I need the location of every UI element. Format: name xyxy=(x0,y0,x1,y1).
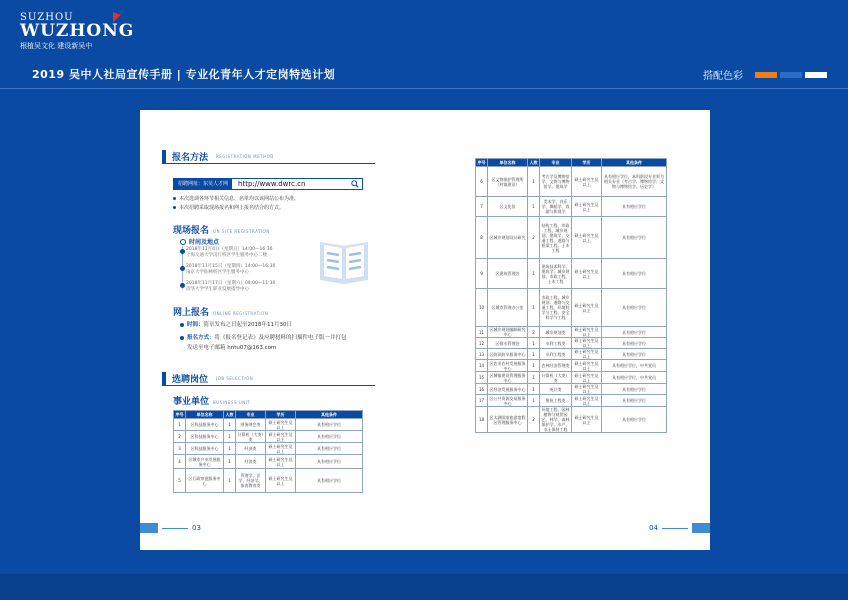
table-cell: 考古学及博物馆学、文物与博物馆学、建筑学 xyxy=(540,167,572,197)
section-registration-method xyxy=(162,150,274,163)
section-divider xyxy=(162,385,375,386)
bullet-icon xyxy=(180,323,184,327)
table-cell: 1 xyxy=(528,197,540,217)
bullet-icon xyxy=(180,336,184,340)
search-icon xyxy=(351,180,359,188)
table-row xyxy=(476,384,667,395)
table-cell: 水利工程类 xyxy=(540,338,572,349)
table-cell: 18 xyxy=(476,407,488,433)
book-icon xyxy=(316,232,372,288)
table-cell: 统计类 xyxy=(540,384,572,395)
table-cell: 11 xyxy=(476,327,488,338)
table-cell: 1 xyxy=(174,419,186,431)
table-cell: 具有相应学位 xyxy=(602,384,667,395)
table-cell: 区太湖国家旅游度假区管理服务中心 xyxy=(488,407,528,433)
table-cell: 硕士研究生及以上 xyxy=(572,395,602,407)
table-cell: 1 xyxy=(528,259,540,289)
table-header-cell: 学历 xyxy=(266,411,296,419)
table-cell: 1 xyxy=(528,349,540,360)
table-cell: 1 xyxy=(528,167,540,197)
table-cell: 具有相应学位 xyxy=(296,419,363,431)
table-cell: 区防汛防旱服务中心 xyxy=(488,349,528,360)
timeline-dot xyxy=(180,249,185,254)
unit-heading: 事业单位 BUSINESS UNIT xyxy=(173,397,251,407)
table-cell: 具有相应学位 xyxy=(296,431,363,443)
table-header-cell: 其他条件 xyxy=(296,411,363,419)
table-header-cell: 人数 xyxy=(529,160,538,165)
table-cell: 建筑技术科学、建筑学、城乡规划、市政工程、土木工程 xyxy=(540,259,572,289)
table-cell: 具有相应学位 xyxy=(602,197,667,217)
note-item: 本次招聘采取现场报名和网上报名结合的方式。 xyxy=(173,204,284,211)
table-cell: 硕士研究生及以上 xyxy=(572,217,602,259)
table-row xyxy=(476,395,667,407)
table-cell: 市政工程、城乡规划、道路与交通工程、环境科学与工程、安全科学与工程 xyxy=(540,289,572,327)
header-divider xyxy=(0,88,848,89)
header-bar xyxy=(0,0,848,110)
timeline-dot xyxy=(180,283,185,288)
table-row xyxy=(174,455,363,469)
bullet-icon xyxy=(173,197,176,200)
brand-logo xyxy=(20,12,134,51)
note-item: 本次选调各环节相关信息、名单均以该网站公布为准。 xyxy=(173,195,299,202)
timeline-dot xyxy=(180,266,185,271)
table-cell: 10 xyxy=(476,289,488,327)
table-cell: 硕士研究生及以上 xyxy=(572,360,602,372)
table-row xyxy=(174,443,363,455)
table-header-cell: 专业 xyxy=(540,159,572,167)
table-cell: 区建筑管理处 xyxy=(488,259,528,289)
swatch-blue xyxy=(780,72,802,78)
right-page xyxy=(428,122,710,550)
table-cell: 12 xyxy=(476,338,488,349)
positions-table-left xyxy=(173,410,363,493)
table-cell: 区农业农村发展服务中心 xyxy=(489,360,526,371)
table-cell: 农林经济管理类 xyxy=(540,360,572,372)
table-row xyxy=(476,197,667,217)
table-cell: 具有相应学位，本科阶段专业须为相关专业（考古学、博物馆学、文物与博物馆学、历史学） xyxy=(602,167,667,197)
table-cell: 具有相应学位 xyxy=(602,327,667,338)
table-row xyxy=(174,419,363,431)
table-cell: 区文物保护管理所（村镇建设） xyxy=(488,167,528,197)
table-cell: 硕士研究生及以上 xyxy=(266,443,296,455)
table-cell: 1 xyxy=(528,372,540,384)
site-label: 招聘网址：东吴人才网 xyxy=(174,179,232,189)
section-title: 报名方法 xyxy=(172,153,209,163)
color-label: 搭配色彩 xyxy=(703,71,743,82)
table-header-cell: 人数 xyxy=(225,412,234,417)
right-band xyxy=(710,110,848,550)
table-cell: 具有相应学位，中共党员 xyxy=(602,372,667,384)
recruit-site-box xyxy=(173,178,363,190)
table-row xyxy=(476,407,667,433)
table-cell: 2 xyxy=(528,407,540,433)
table-row xyxy=(174,469,363,493)
table-cell: 硕士研究生及以上 xyxy=(572,289,602,327)
table-cell: 硕士研究生及以上 xyxy=(572,384,602,395)
table-cell: 3 xyxy=(174,443,186,455)
table-cell: 具有相应学位 xyxy=(296,455,363,469)
table-cell: 16 xyxy=(476,384,488,395)
table-cell: 1 xyxy=(224,469,236,493)
clock-icon xyxy=(180,239,186,245)
table-cell: 1 xyxy=(528,384,540,395)
table-cell: 美术学、音乐学、舞蹈学、戏剧与影视学 xyxy=(540,197,572,217)
table-cell: 15 xyxy=(476,372,488,384)
positions-table-right xyxy=(475,158,667,433)
table-cell: 具有相应学位 xyxy=(602,407,667,433)
table-cell: 区排水管理处 xyxy=(488,338,528,349)
table-row xyxy=(476,217,667,259)
table-cell: 硕士研究生及以上 xyxy=(572,349,602,360)
footer-strip xyxy=(0,574,848,600)
online-method: 报名方式：将《报名登记表》及应聘材料的扫描件电子版一并打包 xyxy=(180,333,347,341)
table-row xyxy=(476,167,667,197)
table-cell: 区文化馆 xyxy=(488,197,528,217)
table-cell: 经济类 xyxy=(236,443,266,455)
table-row xyxy=(476,360,667,372)
table-cell: 具有相应学位 xyxy=(296,443,363,455)
table-row xyxy=(476,327,667,338)
table-row xyxy=(174,431,363,443)
onsite-heading: 现场报名 ON SITE REGISTRATION xyxy=(173,226,270,236)
left-band xyxy=(0,110,140,550)
table-header-cell: 单位名称 xyxy=(186,411,224,419)
table-cell: 管理学、法学、经济学、体育教育类 xyxy=(236,469,266,493)
table-cell: 财务财会类 xyxy=(236,419,266,431)
table-cell: 1 xyxy=(528,360,540,372)
table-header-cell: 专业 xyxy=(236,411,266,419)
session-item: 2018年11月15日（星期四）14:00—16:30 南京大学仙林校区学生服务中心 xyxy=(186,264,276,275)
color-swatches xyxy=(755,72,827,78)
table-cell: 硕士研究生及以上 xyxy=(572,407,602,433)
table-cell: 环境工程、园林植物与观赏园艺、林学、森林保护学、水产、水土保持工程 xyxy=(541,407,570,432)
table-cell: 1 xyxy=(224,455,236,469)
table-cell: 区经济发展服务中心 xyxy=(488,384,528,395)
table-cell: 区城乡规划编制研究中心 xyxy=(489,327,526,337)
table-cell: 具有相应学位 xyxy=(602,338,667,349)
table-cell: 区科技服务中心 xyxy=(186,443,224,455)
table-cell: 4 xyxy=(174,455,186,469)
table-cell: 计算机（大类）类 xyxy=(237,431,264,442)
session-item: 2018年11月4日（星期日）14:00—16:30 上海交通大学闵行校区学生服务中心二楼 xyxy=(186,247,273,258)
header-title: 2019 吴中人社局宣传手册 | 专业化青年人才定岗特选计划 xyxy=(32,68,336,81)
bullet-icon xyxy=(173,206,176,209)
time-place-label: 时间及地点 xyxy=(180,237,219,246)
table-cell: 结构工程、市政工程、城乡规划、建筑学、交通工程、道路与桥梁工程、土木工程 xyxy=(540,217,572,259)
table-cell: 区城市产业发展服务中心 xyxy=(186,455,224,469)
table-cell: 具有相应学位，中共党员 xyxy=(602,360,667,372)
table-cell: 区科技服务中心 xyxy=(186,431,224,443)
table-cell: 硕士研究生及以上 xyxy=(572,338,602,349)
table-cell: 具有相应学位 xyxy=(296,469,363,493)
table-header-cell: 其他条件 xyxy=(602,159,667,167)
table-cell: 硕士研究生及以上 xyxy=(266,469,296,493)
table-cell: 硕士研究生及以上 xyxy=(266,419,296,431)
table-cell: 1 xyxy=(528,338,540,349)
table-cell: 7 xyxy=(476,197,488,217)
table-cell: 水利工程类 xyxy=(540,349,572,360)
table-cell: 硕士研究生及以上 xyxy=(266,431,296,443)
table-cell: 具有相应学位 xyxy=(602,289,667,327)
section-subtitle: REGISTRATION METHOD xyxy=(216,154,274,159)
table-header-cell: 序号 xyxy=(175,412,184,417)
table-cell: 经济类 xyxy=(236,455,266,469)
table-cell: 17 xyxy=(476,395,488,407)
table-cell: 2 xyxy=(528,217,540,259)
table-cell: 1 xyxy=(224,443,236,455)
table-cell: 硕士研究生及以上 xyxy=(572,197,602,217)
table-cell: 1 xyxy=(224,431,236,443)
table-cell: 具有相应学位 xyxy=(602,349,667,360)
online-email: 发送至电子邮箱 hntu07@163.com xyxy=(187,345,277,351)
table-cell: 13 xyxy=(476,349,488,360)
table-header-cell: 单位名称 xyxy=(488,159,528,167)
online-time: 时间：简章发布之日起至2018年11月30日 xyxy=(180,320,292,328)
table-cell: 建筑工程类 xyxy=(540,395,572,407)
left-page xyxy=(140,122,420,550)
table-header-cell: 学历 xyxy=(572,159,602,167)
table-row xyxy=(476,289,667,327)
table-cell: 具有相应学位 xyxy=(602,217,667,259)
table-cell: 硕士研究生及以上 xyxy=(572,259,602,289)
table-cell: 硕士研究生及以上 xyxy=(572,327,602,338)
session-item: 2018年11月17日（星期六）09:00—11:30 清华大学学生职业发展指导中心 xyxy=(186,281,276,292)
brand-slogan: 根植吴文化 建设新吴中 xyxy=(20,42,93,50)
page-number-right: 04 xyxy=(649,523,710,533)
table-cell: 计算机（大类）类 xyxy=(541,372,570,383)
table-cell: 区行政审批服务中心 xyxy=(186,469,224,493)
table-cell: 8 xyxy=(476,217,488,259)
table-row xyxy=(476,259,667,289)
site-url-link[interactable]: http://www.dwrc.cn xyxy=(238,180,306,188)
table-cell: 1 xyxy=(224,419,236,431)
table-cell: 5 xyxy=(174,469,186,493)
table-cell: 区城乡规划设计研究 xyxy=(488,217,528,259)
table-header-cell: 序号 xyxy=(477,160,486,165)
table-cell: 硕士研究生及以上 xyxy=(572,167,602,197)
table-cell: 区城镇建设管理服务中心 xyxy=(489,372,526,383)
page-number-left: 03 xyxy=(140,523,201,533)
swatch-white xyxy=(805,72,827,78)
swatch-orange xyxy=(755,72,777,78)
section-divider xyxy=(162,163,375,164)
table-cell: 区城市管理办公室 xyxy=(488,289,528,327)
table-row xyxy=(476,338,667,349)
table-cell: 硕士研究生及以上 xyxy=(266,455,296,469)
table-cell: 1 xyxy=(528,395,540,407)
online-heading: 网上报名 ONLINE REGISTRATION xyxy=(173,308,269,318)
brand-line2: WUZHONG xyxy=(20,21,135,41)
table-cell: 2 xyxy=(174,431,186,443)
table-cell: 区科技服务中心 xyxy=(186,419,224,431)
table-cell: 区公共资源交易服务中心 xyxy=(489,395,526,406)
table-cell: 2 xyxy=(528,327,540,338)
table-cell: 9 xyxy=(476,259,488,289)
table-cell: 具有相应学位 xyxy=(602,259,667,289)
table-cell: 城乡规划类 xyxy=(540,327,572,338)
table-row xyxy=(476,349,667,360)
table-cell: 具有相应学位 xyxy=(602,395,667,407)
table-cell: 6 xyxy=(476,167,488,197)
table-cell: 1 xyxy=(528,289,540,327)
table-cell: 硕士研究生及以上 xyxy=(572,372,602,384)
table-cell: 14 xyxy=(476,360,488,372)
table-row xyxy=(476,372,667,384)
section-job-selection: 选聘岗位 JOB SELECTION xyxy=(162,372,253,385)
brand-line1: SUZHOU xyxy=(20,12,74,23)
